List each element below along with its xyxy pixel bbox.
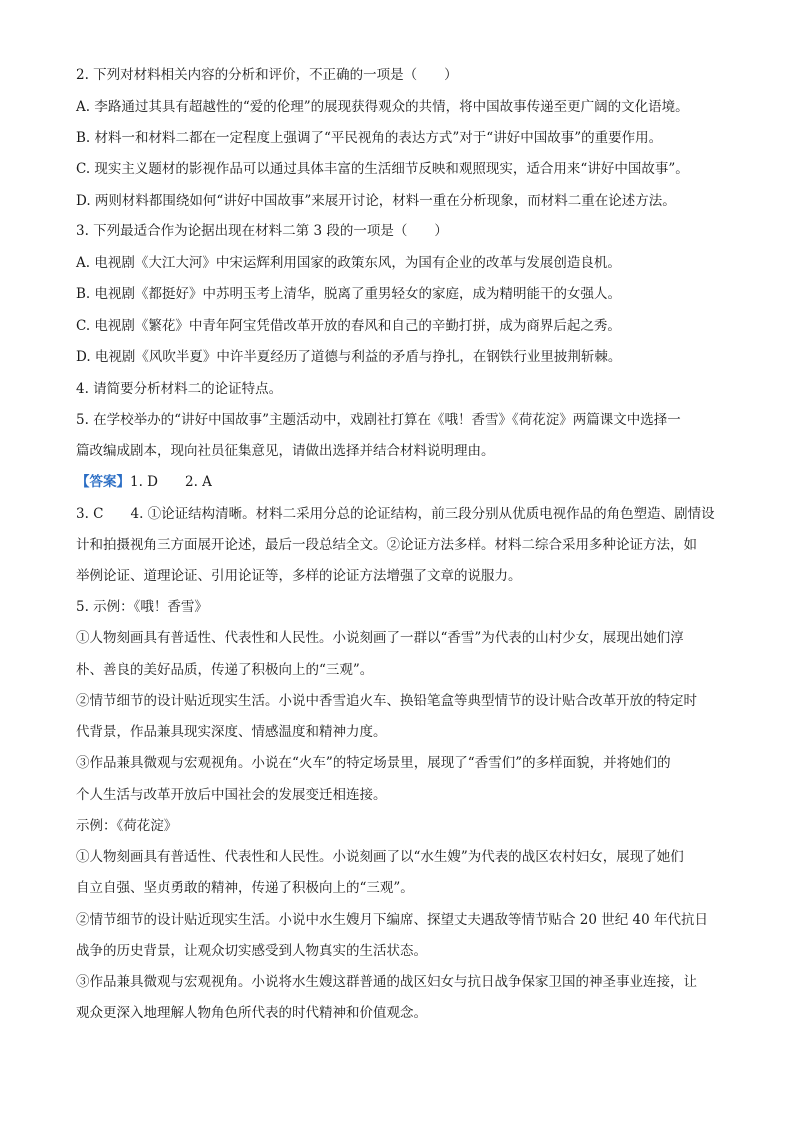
answer-text-line: 示例：《荷花淀》 <box>76 818 178 834</box>
answer-tag: 【答案】 <box>76 474 130 490</box>
answer-text-line: 计和拍摄视角三方面展开论述，最后一段总结全文。②论证方法多样。材料二综合采用多种论证方法，如 <box>76 537 697 553</box>
q2-option-b: B. 材料一和材料二都在一定程度上强调了“平民视角的表达方式”对于“讲好中国故事”的重要作用。 <box>76 130 663 146</box>
answer-text-line: ③作品兼具微观与宏观视角。小说在“火车”的特定场景里，展现了“香雪们”的多样面貌，并将她们的 <box>76 755 671 771</box>
q3-option-c: C. 电视剧《繁花》中青年阿宝凭借改革开放的春风和自己的辛勤打拼，成为商界后起之秀。 <box>76 318 621 334</box>
q5-stem-line-1: 5. 在学校举办的“讲好中国故事”主题活动中，戏剧社打算在《哦！香雪》《荷花淀》两篇课文中选择一 <box>76 412 681 428</box>
answer-text-line: 朴、善良的美好品质，传递了积极向上的“三观”。 <box>76 662 374 678</box>
q3-option-d: D. 电视剧《风吹半夏》中许半夏经历了道德与利益的矛盾与挣扎，在钢铁行业里披荆斩棘。 <box>76 349 622 365</box>
answer-line-1 <box>76 473 736 491</box>
answer-text-line: 战争的历史背景，让观众切实感受到人物真实的生活状态。 <box>76 943 427 959</box>
q3-stem: 3. 下列最适合作为论据出现在材料二第 3 段的一项是（ ） <box>76 223 448 239</box>
q2-option-c: C. 现实主义题材的影视作品可以通过具体丰富的生活细节反映和观照现实，适合用来“讲好中国故事”。 <box>76 161 689 177</box>
answer-text-line: 个人生活与改革开放后中国社会的发展变迁相连接。 <box>76 787 387 803</box>
answer-text-line: 观众更深入地理解人物角色所代表的时代精神和价值观念。 <box>76 1005 427 1021</box>
answer-text-line: 5. 示例：《哦！香雪》 <box>76 599 208 615</box>
answer-text-line: ③作品兼具微观与宏观视角。小说将水生嫂这群普通的战区妇女与抗日战争保家卫国的神圣事业连接，让 <box>76 974 697 990</box>
answer-text-line: 代背景，作品兼具现实深度、情感温度和精神力度。 <box>76 724 387 740</box>
q2-option-a: A. 李路通过其具有超越性的“爱的伦理”的展现获得观众的共情，将中国故事传递至更广阔的文化语境。 <box>76 99 689 115</box>
q5-stem-line-2: 篇改编成剧本，现向社员征集意见，请做出选择并结合材料说明理由。 <box>76 443 495 459</box>
answer-text-line: ①人物刻画具有普适性、代表性和人民性。小说刻画了一群以“香雪”为代表的山村少女，展现出她们淳 <box>76 630 684 646</box>
answer-text-line: 举例论证、道理论证、引用论证等，多样的论证方法增强了文章的说服力。 <box>76 568 522 584</box>
q2-stem: 2. 下列对材料相关内容的分析和评价，不正确的一项是（ ） <box>76 67 458 83</box>
answer-choices: 1. D 2. A <box>130 474 212 490</box>
answer-text-line: ②情节细节的设计贴近现实生活。小说中香雪追火车、换铅笔盒等典型情节的设计贴合改革开放的特定时 <box>76 693 697 709</box>
answer-text-line: 3. C 4. ①论证结构清晰。材料二采用分总的论证结构，前三段分别从优质电视作品的角色塑造、剧情设 <box>76 506 715 522</box>
q3-option-a: A. 电视剧《大江大河》中宋运辉利用国家的政策东风，为国有企业的改革与发展创造良机。 <box>76 255 621 271</box>
q4-stem: 4. 请简要分析材料二的论证特点。 <box>76 381 283 397</box>
answer-text-line: 自立自强、坚贞勇敢的精神，传递了积极向上的“三观”。 <box>76 880 414 896</box>
q3-option-b: B. 电视剧《都挺好》中苏明玉考上清华，脱离了重男轻女的家庭，成为精明能干的女强人。 <box>76 286 622 302</box>
answer-text-line: ①人物刻画具有普适性、代表性和人民性。小说刻画了以“水生嫂”为代表的战区农村妇女，展现了她们 <box>76 849 684 865</box>
q2-option-d: D. 两则材料都围绕如何“讲好中国故事”来展开讨论，材料一重在分析现象，而材料二重在论述方法。 <box>76 193 676 209</box>
answer-text-line: ②情节细节的设计贴近现实生活。小说中水生嫂月下编席、探望丈夫遇敌等情节贴合 20 世纪 40 年代抗日 <box>76 912 709 928</box>
